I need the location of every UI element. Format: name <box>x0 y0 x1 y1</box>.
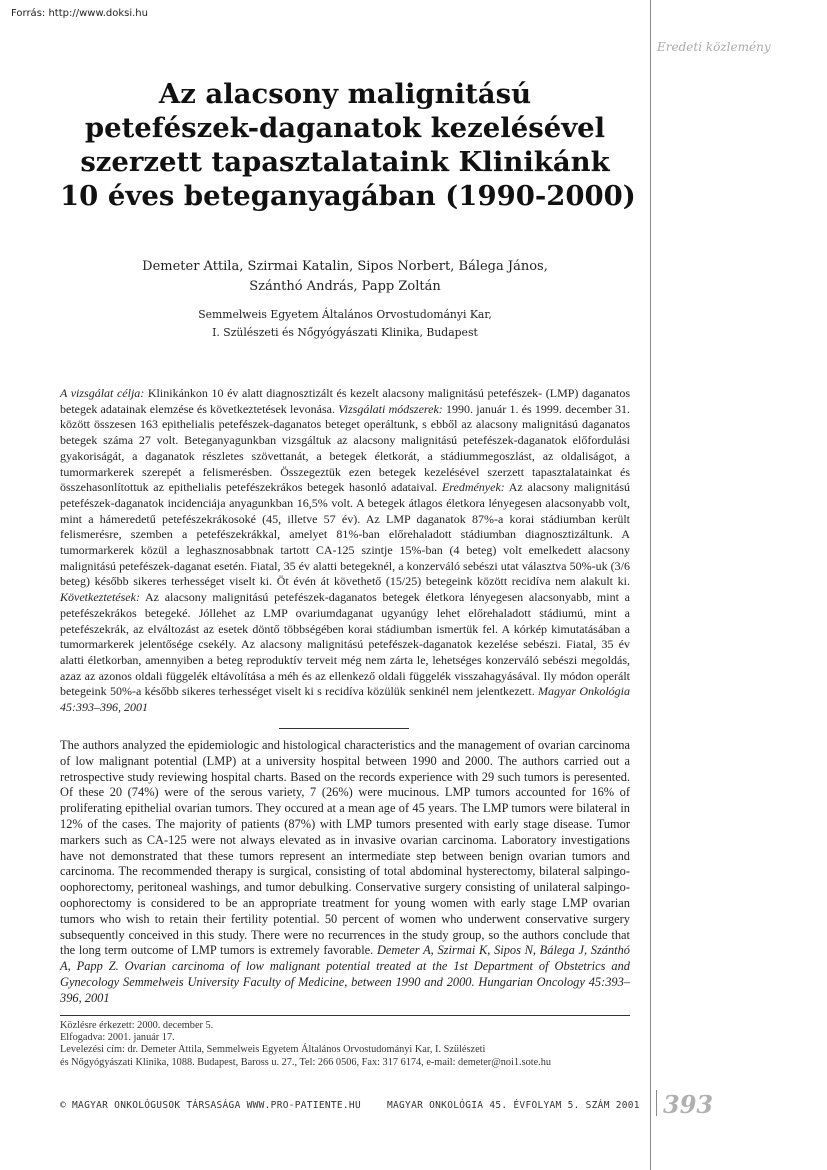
abstract-label-methods: Vizsgálati módszerek: <box>338 401 443 416</box>
title-line: Az alacsony malignitású <box>158 78 532 110</box>
abstract-text: Az alacsony malignitású petefészek-daganatok incidenciája anyagunkban 16,5% volt. A betegek átlagos életkora lényegesen alacsonyabb volt, mint a hámeredetű petefészekrákosoké (45, illetve 57 év). Az LMP daganatok 87%-a korai stádiumban került felismerésre, szemben a petefészekrákkal, amelyet 81%-ban előrehaladott stádiumban diagnosztizáltunk. A tumormarkerek közül a leghasznosabbnak tartott CA-125 szintje 15%-ban (4 beteg) volt emelkedett alacsony malignitású petefészek-daganat esetén. Fiatal, 35 év alatti betegeknél, a konzerváló sebészi utat választva 50%-uk (3/6 beteg) később sikeres terhességet viselt ki. Öt évén át követhető (15/25) betegeink között recidíva nem alakult ki. <box>60 480 630 589</box>
accepted-date: Elfogadva: 2001. január 17. <box>60 1032 175 1044</box>
abstract-english <box>60 738 630 1007</box>
section-label: Eredeti közlemény <box>657 40 771 54</box>
abstract-text: The authors analyzed the epidemiologic and histological characteristics and the management of ovarian carcinoma of low malignant potential (LMP) at a university hospital between 1990 and 2000. The authors carried out a retrospective study reviewing hospital charts. Based on the records experience with 29 such tumors is peresented. Of these 20 (74%) were of the serous variety, 7 (26%) were mucinous. LMP tumors accounted for 16% of proliferating epithelial ovarian tumors. They occured at a mean age of 45 years. The LMP tumors were bilateral in 12% of the cases. The majority of patients (87%) with LMP tumors presented with early stage disease. Tumor markers such as CA-125 were not always elevated as in invasive ovarian carcinoma. Laboratory investigations have not demonstrated that these tumors represent an intermediate step between benign ovarian tumors and carcinoma. The recommended therapy is surgical, consisting of total abdominal hysterectomy, bilateral salpingo-oophorectomy, peritoneal washings, and tumor debulking. Conservative surgery consisting of unilateral salpingo-oophorectomy is considered to be an appropriate treatment for young women with early stage LMP ovarian tumors who wish to retain their fertility potential. 50 percent of women who underwent conservative surgery subsequently conceived in this study. There were no recurrences in the study group, so the authors conclude that the long term outcome of LMP tumors is extremely favorable. <box>60 738 630 958</box>
title-line: szerzett tapasztalataink Klinikánk <box>80 146 610 178</box>
abstract-text: Klinikánkon 10 év alatt diagnosztizált és kezelt alacsony malignitású petefészek- (LMP) daganatos betegek adatainak elemzése és következtetések levonása. <box>60 386 630 416</box>
affiliation-line: I. Szülészeti és Nőgyógyászati Klinika, Budapest <box>212 326 478 339</box>
abstract-citation: Magyar Onkológia 45:393–396, 2001 <box>60 684 630 715</box>
article-title <box>60 77 636 213</box>
page-number: 393 <box>663 1090 714 1119</box>
abstract-label-results: Eredmények: <box>441 480 505 495</box>
received-date: Közlésre érkezett: 2000. december 5. <box>60 1020 214 1031</box>
footer-journal: MAGYAR ONKOLÓGIA 45. ÉVFOLYAM 5. SZÁM 2001 <box>387 1100 640 1111</box>
correspondence: és Nőgyógyászati Klinika, 1088. Budapest, Baross u. 27., Tel: 266 0506, Fax: 317 6174, e-mail: demeter@noi1.sote.hu <box>60 1056 552 1068</box>
footnotes <box>60 1020 635 1069</box>
author-line: Demeter Attila, Szirmai Katalin, Sipos Norbert, Bálega János, <box>142 259 548 274</box>
title-line: petefészek-daganatok kezelésével <box>84 112 606 144</box>
affiliation <box>60 306 630 342</box>
vertical-rule <box>650 0 651 1170</box>
footer-publisher: © MAGYAR ONKOLÓGUSOK TÁRSASÁGA WWW.PRO-PATIENTE.HU <box>60 1100 361 1111</box>
footnote-separator <box>60 1015 630 1016</box>
source-url: Forrás: http://www.doksi.hu <box>11 8 148 19</box>
affiliation-line: Semmelweis Egyetem Általános Orvostudományi Kar, <box>198 308 492 321</box>
abstract-text: 1990. január 1. és 1999. december 31. között összesen 163 epithelialis petefészek-daganatos beteget operáltunk, s ebből az alacsony malignitású daganatos betegek száma 27 volt. Beteganyagunkban vizsgáltuk az alacsony malignitású petefészek-daganatok előfordulási gyakoriságát, a daganatok részletes szövettanát, a betegek életkorát, a stádiummegoszlást, az oldaliságot, a tumormarkerek szerepét a felismerésben. Összegeztük ezen betegek kezelésével szerzett tapasztalatainkat és összehasonlítottuk az epithelialis petefészekrákos betegek hasonló adataival. <box>60 401 630 495</box>
correspondence: Levelezési cím: dr. Demeter Attila, Semmelweis Egyetem Általános Orvostudományi Kar, I. Szülészeti <box>60 1044 486 1056</box>
abstract-label-conclusions: Következtetések: <box>60 590 140 605</box>
abstract-hungarian <box>60 386 630 716</box>
abstract-citation: Demeter A, Szirmai K, Sipos N, Bálega J, Szánthó A, Papp Z. Ovarian carcinoma of low malignant potential treated at the 1st Department of Obstetrics and Gynecology Semmelweis University Faculty of Medicine, between 1990 and 2000. Hungarian Oncology 45:393–396, 2001 <box>60 943 631 1005</box>
author-list <box>60 257 630 297</box>
abstract-text: Az alacsony malignitású petefészek-daganatos betegek életkora lényegesen alacsonyabb, mint a petefészekrákos betegeké. Jóllehet az LMP ovariumdaganat ugyanúgy lehet előrehaladott stádiumú, mint a petefészekrák, az elváltozást az esetek döntő többségében korai stádiumban ismertük fel. A kórkép kimutatásában a tumormarkerek jelentősége csekély. Az alacsony malignitású petefészek-daganatok kezelése sebészi. Fiatal, 35 év alatti életkorban, amennyiben a beteg reproduktív terveit még nem zárta le, lehetséges konzerváló sebészi megoldás, azaz az azonos oldali függelék eltávolítása a méh és az ellenkező oldali függelék visszahagyásával. Ily módon operált betegeink 50%-a később sikeres terhességet viselt ki s recidíva közülük senkinél nem jelentkezett. <box>60 590 630 699</box>
separator <box>279 728 409 729</box>
abstract-label-aim: A vizsgálat célja: <box>60 386 145 400</box>
page-number-rule <box>656 1090 657 1116</box>
author-line: Szánthó András, Papp Zoltán <box>249 279 441 294</box>
title-line: 10 éves beteganyagában (1990-2000) <box>60 180 636 212</box>
